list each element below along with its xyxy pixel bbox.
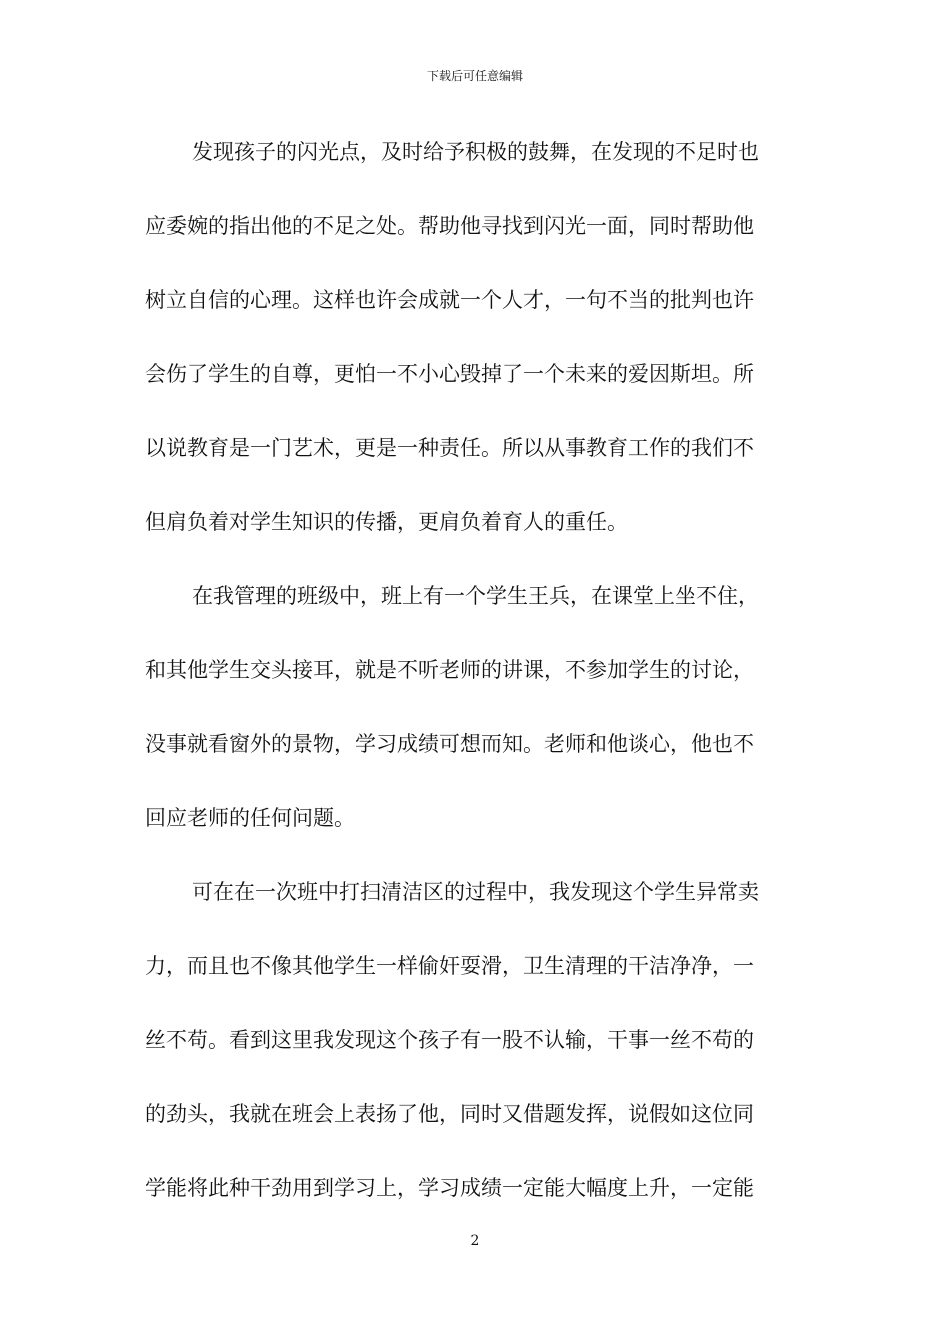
text-line: 丝不苟。看到这里我发现这个孩子有一股不认输，干事一丝不苟的: [145, 1028, 754, 1052]
text-line: 应委婉的指出他的不足之处。帮助他寻找到闪光一面，同时帮助他: [145, 214, 754, 238]
text-line: 发现孩子的闪光点，及时给予积极的鼓舞，在发现的不足时也: [192, 140, 759, 164]
text-line: 和其他学生交头接耳，就是不听老师的讲课，不参加学生的讨论，: [145, 658, 754, 682]
text-line: 力，而且也不像其他学生一样偷奸耍滑，卫生清理的干洁净净，一: [145, 954, 754, 978]
text-line: 在我管理的班级中，班上有一个学生王兵，在课堂上坐不住，: [192, 584, 759, 608]
document-body: [145, 128, 805, 1238]
text-line: 以说教育是一门艺术，更是一种责任。所以从事教育工作的我们不: [145, 436, 754, 460]
page-number: 2: [470, 1233, 480, 1249]
text-line: 但肩负着对学生知识的传播，更肩负着育人的重任。: [145, 510, 628, 534]
text-line: 的劲头，我就在班会上表扬了他，同时又借题发挥，说假如这位同: [145, 1102, 754, 1126]
text-line: 会伤了学生的自尊，更怕一不小心毁掉了一个未来的爱因斯坦。所: [145, 362, 754, 386]
text-line: 树立自信的心理。这样也许会成就一个人才，一句不当的批判也许: [145, 288, 754, 312]
text-line: 没事就看窗外的景物，学习成绩可想而知。老师和他谈心，他也不: [145, 732, 754, 756]
text-line: 可在在一次班中打扫清洁区的过程中，我发现这个学生异常卖: [192, 880, 759, 904]
text-line: 回应老师的任何问题。: [145, 806, 355, 830]
header-note: 下载后可任意编辑: [426, 69, 523, 83]
text-line: 学能将此种干劲用到学习上，学习成绩一定能大幅度上升，一定能: [145, 1176, 754, 1200]
